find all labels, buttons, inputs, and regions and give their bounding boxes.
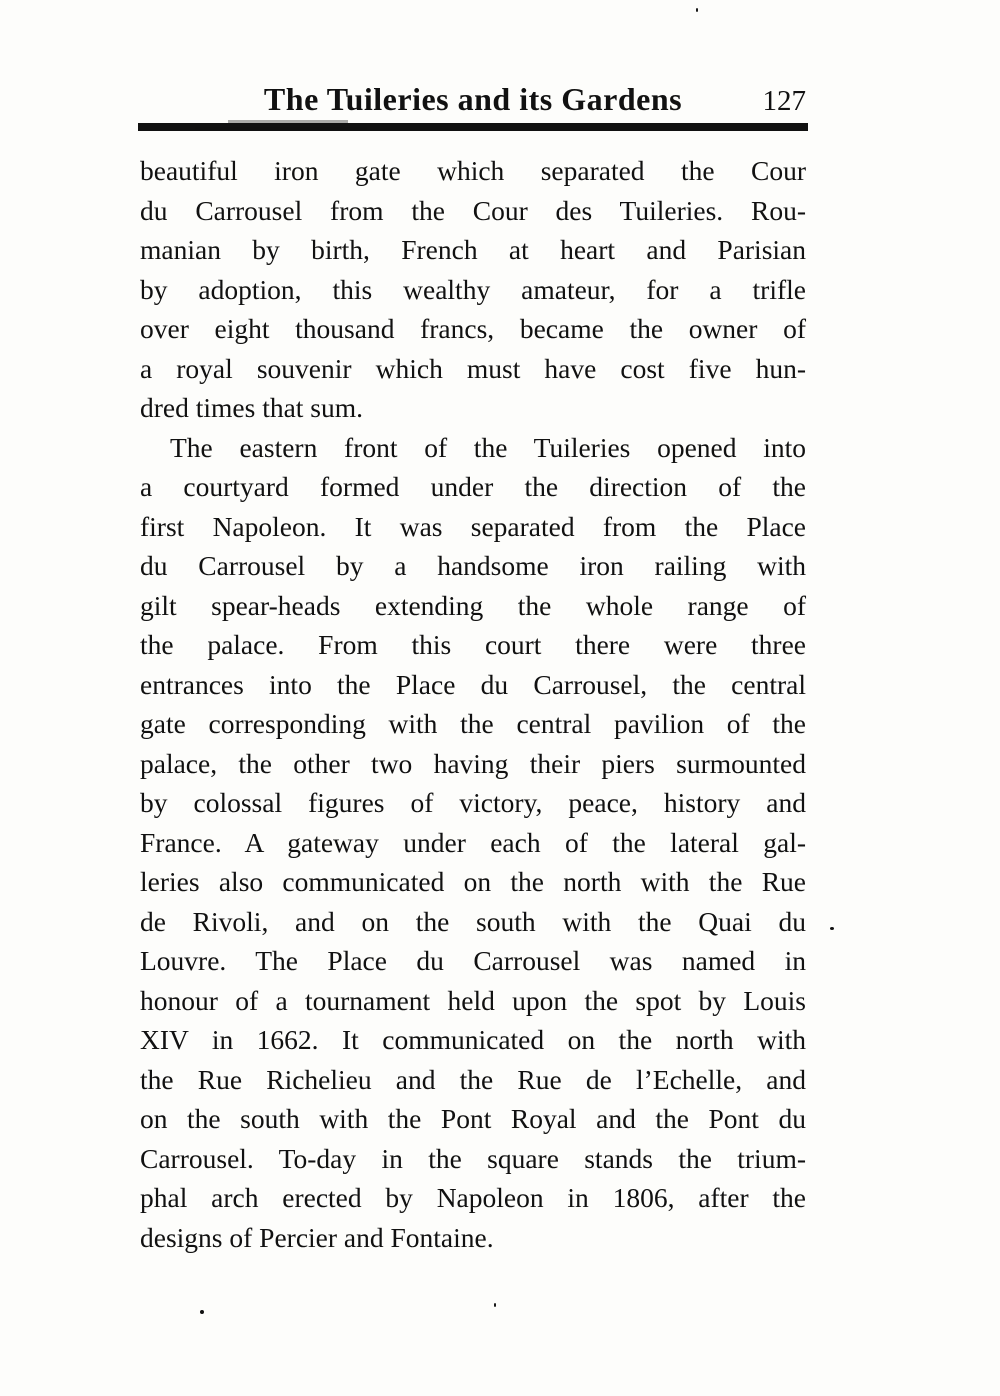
header-double-rule [138,123,808,131]
text-line: phal arch erected by Napoleon in 1806, after the [140,1182,806,1213]
paragraph [140,151,806,428]
text-line: Louvre. The Place du Carrousel was named in [140,945,806,976]
ink-speck [494,1303,496,1307]
text-line: leries also communicated on the north with the Rue [140,866,806,897]
text-line: du Carrousel by a handsome iron railing with [140,550,806,581]
page-title: The Tuileries and its Gardens [263,81,683,117]
paragraph [140,428,806,1258]
ink-smudge [228,120,348,123]
text-line: du Carrousel from the Cour des Tuileries. Rou- [140,194,806,226]
text-line: over eight thousand francs, became the owner of [140,313,806,344]
text-line: dred times that sum. [140,392,364,423]
text-line: on the south with the Pont Royal and the Pont du [140,1103,806,1134]
text-line: the Rue Richelieu and the Rue de l’Echelle, and [140,1063,806,1095]
text-line: XIV in 1662. It communicated on the north with [140,1024,806,1055]
text-line: palace, the other two having their piers surmounted [140,747,806,779]
page-number: 127 [762,85,806,117]
text-line: gilt spear-heads extending the whole range of [140,589,806,621]
text-line: by colossal figures of victory, peace, history and [140,787,806,818]
text-line: first Napoleon. It was separated from the Place [140,510,806,542]
ink-speck [830,927,834,930]
text-line: a royal souvenir which must have cost five hun- [140,352,806,384]
text-line: France. A gateway under each of the lateral gal- [140,826,806,858]
text-line: a courtyard formed under the direction of the [140,471,806,502]
text-line: designs of Percier and Fontaine. [140,1221,494,1253]
text-line: beautiful iron gate which separated the Cour [140,155,806,186]
text-line: gate corresponding with the central pavilion of the [140,708,806,739]
text-line: Carrousel. To-day in the square stands the trium- [140,1142,806,1174]
ink-speck [200,1310,204,1314]
text-line: by adoption, this wealthy amateur, for a trifle [140,273,806,305]
text-line: manian by birth, French at heart and Parisian [140,234,806,265]
body-text [140,151,806,1257]
ink-speck [696,8,698,12]
text-line: The eastern front of the Tuileries opened into [170,431,806,463]
text-line: the palace. From this court there were three [140,629,806,660]
ink-smudge [195,127,367,130]
page-content [140,81,806,1257]
text-line: honour of a tournament held upon the spot by Louis [140,984,806,1016]
running-header [140,81,806,117]
text-line: de Rivoli, and on the south with the Quai du [140,905,806,937]
text-line: entrances into the Place du Carrousel, the central [140,668,806,700]
